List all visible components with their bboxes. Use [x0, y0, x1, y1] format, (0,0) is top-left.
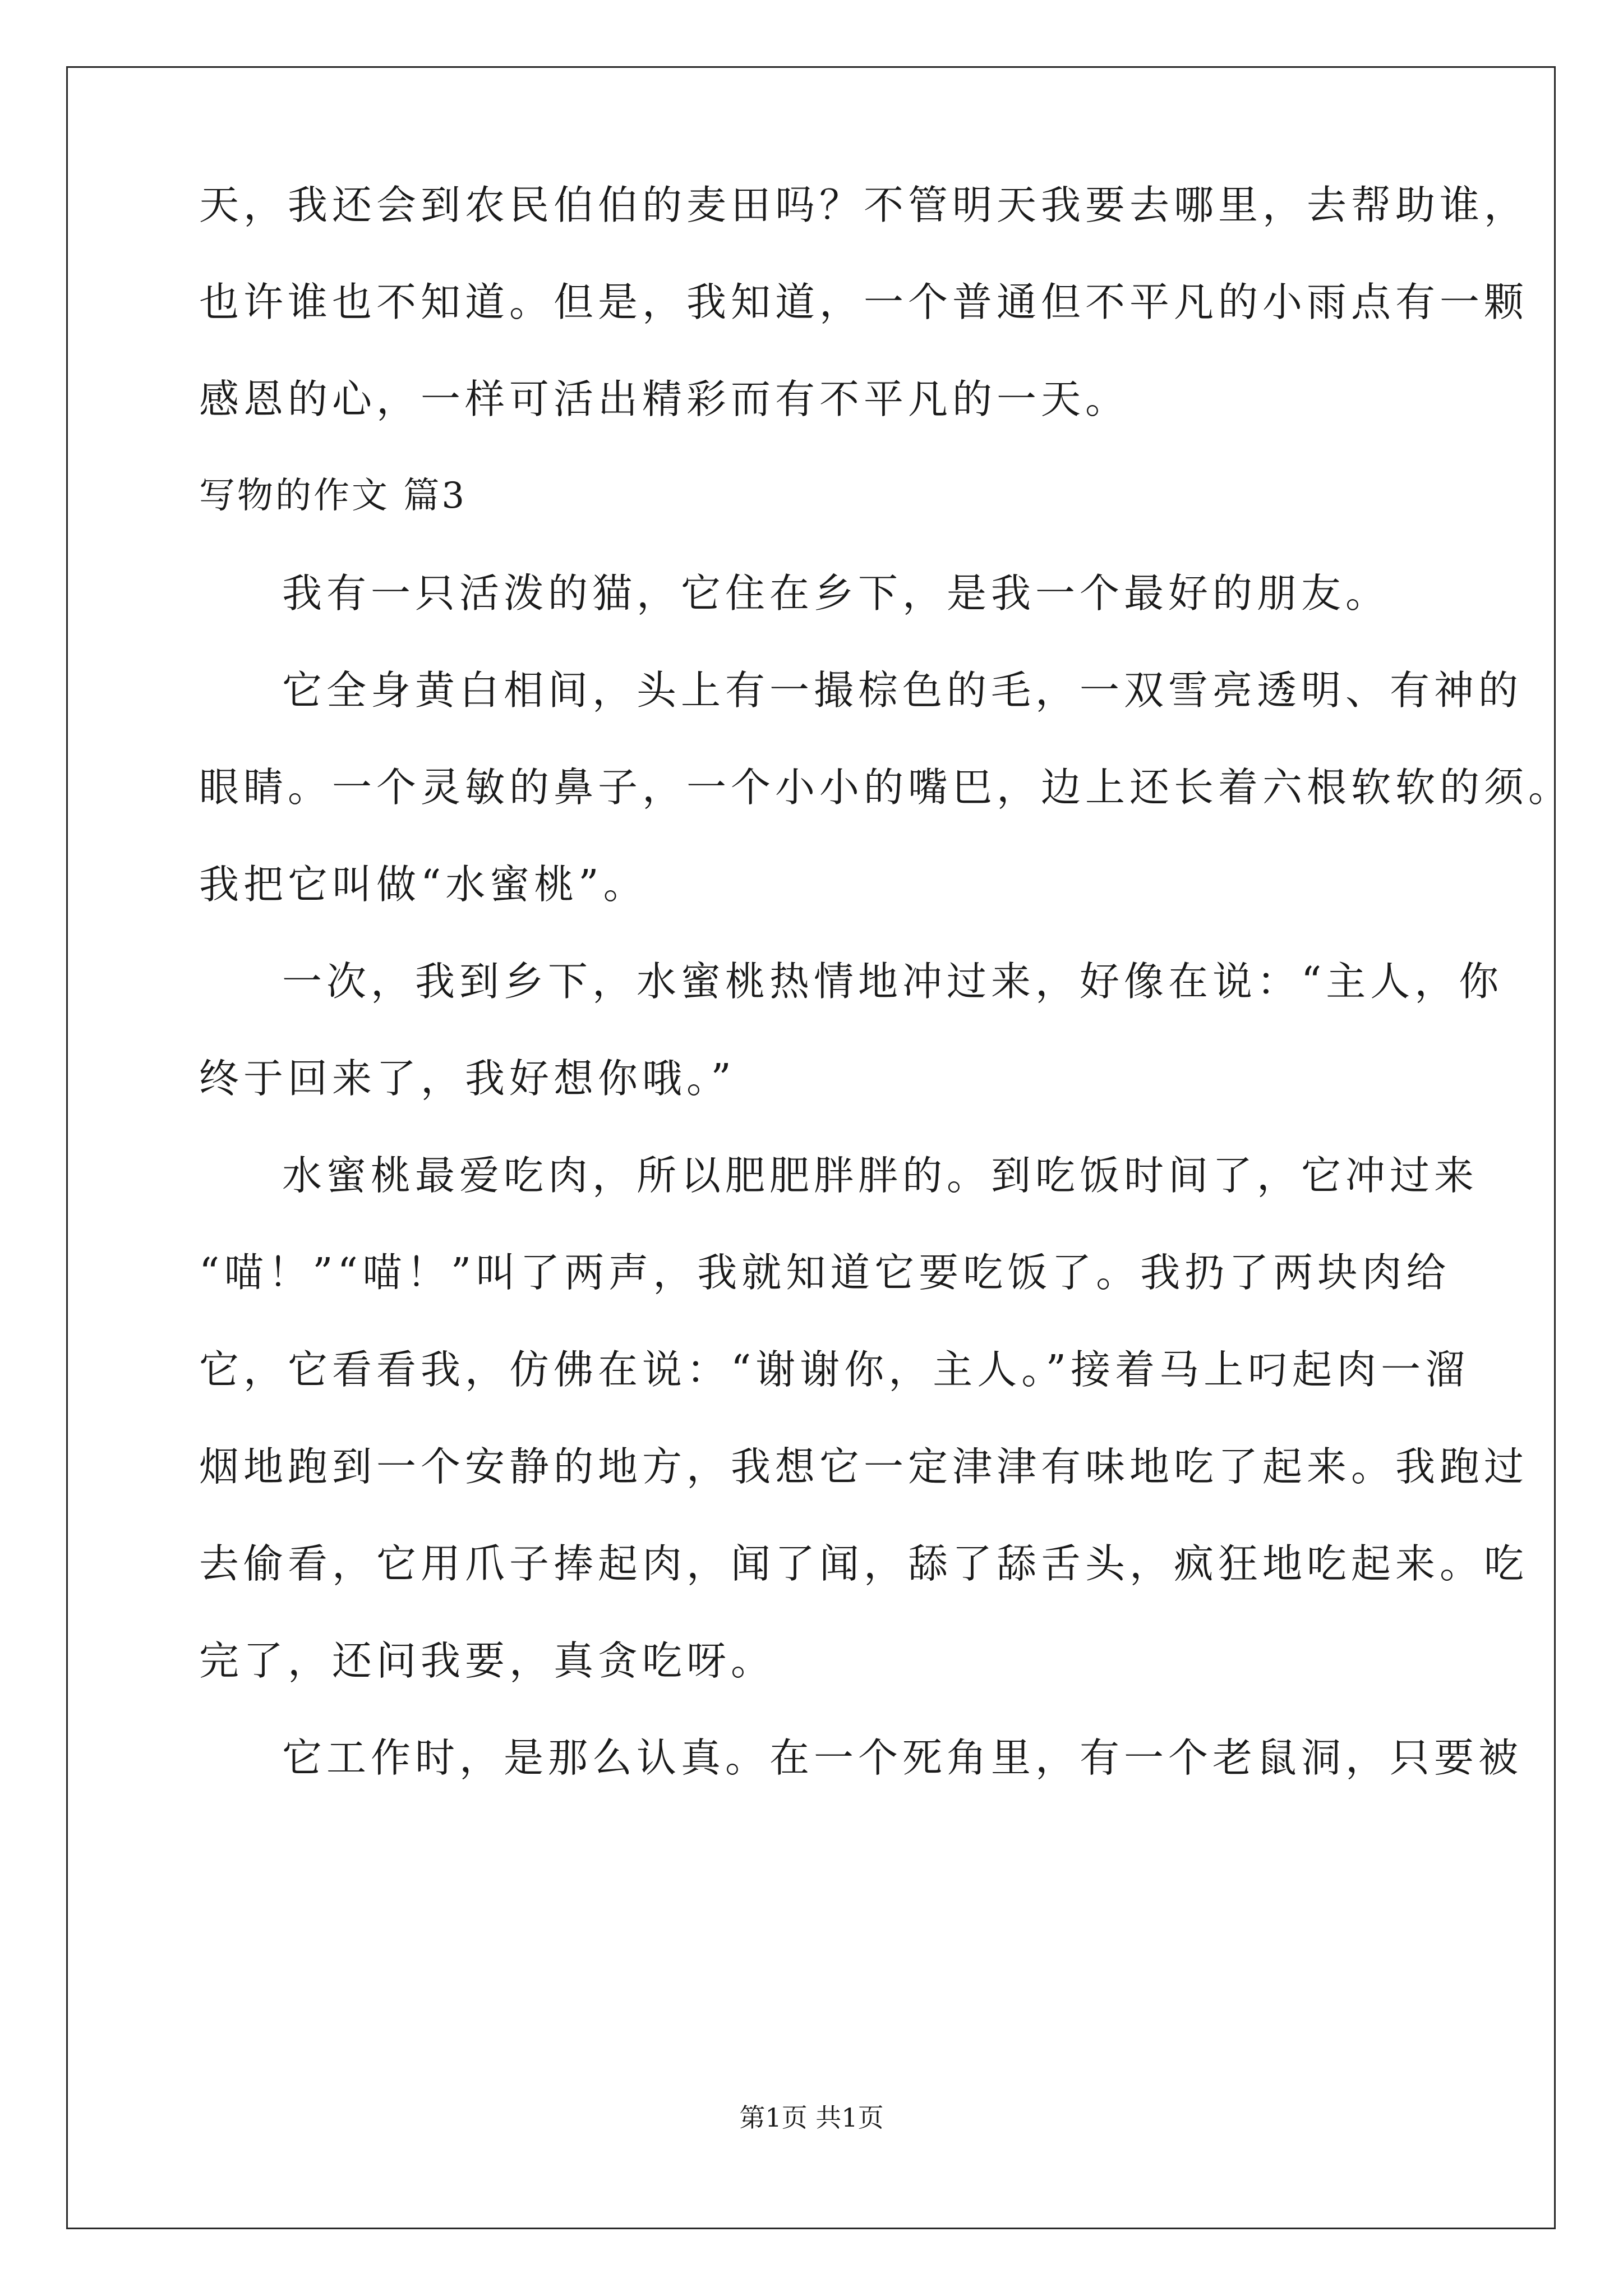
paragraph-line: 也许谁也不知道。但是，我知道，一个普通但不平凡的小雨点有一颗 — [199, 279, 1529, 325]
paragraph-line: 水蜜桃最爱吃肉，所以肥肥胖胖的。到吃饭时间了，它冲过来 — [282, 1152, 1479, 1199]
paragraph-line: 烟地跑到一个安静的地方，我想它一定津津有味地吃了起来。我跑过 — [199, 1443, 1529, 1490]
paragraph-line: 终于回来了，我好想你哦。” — [199, 1055, 736, 1102]
paragraph-line: 它工作时，是那么认真。在一个死角里，有一个老鼠洞，只要被 — [282, 1734, 1523, 1781]
paragraph-line: “喵！”“喵！”叫了两声，我就知道它要吃饭了。我扔了两块肉给 — [199, 1249, 1451, 1296]
paragraph-line: 感恩的心，一样可活出精彩而有不平凡的一天。 — [199, 376, 1130, 422]
document-body — [199, 182, 1573, 1835]
paragraph-line: 眼睛。一个灵敏的鼻子，一个小小的嘴巴，边上还长着六根软软的须。 — [199, 764, 1573, 811]
paragraph-line: 我有一只活泼的猫，它住在乡下，是我一个最好的朋友。 — [282, 570, 1390, 616]
paragraph-line: 去偷看，它用爪子捧起肉，闻了闻，舔了舔舌头，疯狂地吃起来。吃 — [199, 1540, 1529, 1587]
paragraph-line: 它全身黄白相间，头上有一撮棕色的毛，一双雪亮透明、有神的 — [282, 667, 1523, 714]
paragraph-line: 我把它叫做“水蜜桃”。 — [199, 861, 648, 908]
paragraph-line: 它，它看看我，仿佛在说：“谢谢你，主人。”接着马上叼起肉一溜 — [199, 1346, 1470, 1393]
page-footer: 第1页 共1页 — [739, 2102, 884, 2133]
paragraph-line: 完了，还问我要，真贪吃呀。 — [199, 1637, 776, 1684]
section-heading: 写物的作文 篇3 — [199, 475, 467, 517]
paragraph-line: 天，我还会到农民伯伯的麦田吗？不管明天我要去哪里，去帮助谁， — [199, 182, 1529, 228]
paragraph-line: 一次，我到乡下，水蜜桃热情地冲过来，好像在说：“主人，你 — [282, 958, 1504, 1005]
